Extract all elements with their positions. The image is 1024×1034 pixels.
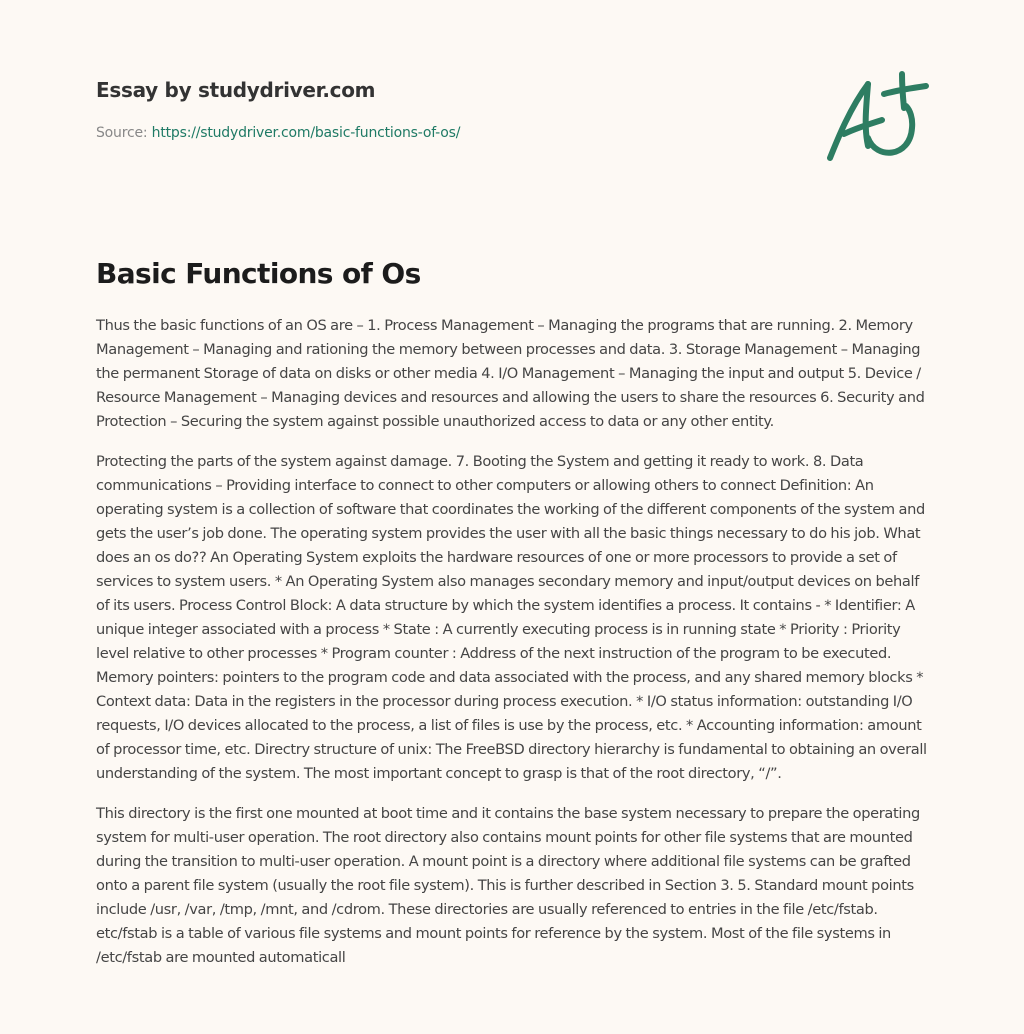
source-label: Source: <box>96 125 148 141</box>
document-header <box>96 76 796 143</box>
site-title: Essay by studydriver.com <box>96 78 376 102</box>
paragraph: Protecting the parts of the system against damage. 7. Booting the System and getting it ready to work. 8. Data communications – Providing interface to connect to other computers or allowing others to connect Definition: An operating system is a collection of software that coordinates the working of the different components of the system and gets the user’s job done. The operating system provides the user with all the basic things necessary to do his job. What does an os do?? An Operating System exploits the hardware resources of one or more processors to provide a set of services to system users. * An Operating System also manages secondary memory and input/output devices on behalf of its users. Process Control Block: A data structure by which the system identifies a process. It contains - * Identifier: A unique integer associated with a process * State : A currently executing process is in running state * Priority : Priority level relative to other processes * Program counter : Address of the next instruction of the program to be executed. Memory pointers: pointers to the program code and data associated with the process, and any shared memory blocks * Context data: Data in the registers in the processor during process execution. * I/O status information: outstanding I/O requests, I/O devices allocated to the process, a list of files is use by the process, etc. * Accounting information: amount of processor time, etc. Directry structure of unix: The FreeBSD directory hierarchy is fundamental to obtaining an overall understanding of the system. The most important concept to grasp is that of the root directory, “/”. <box>96 453 927 782</box>
paragraph: Thus the basic functions of an OS are – 1. Process Management – Managing the programs that are running. 2. Memory Management – Managing and rationing the memory between processes and data. 3. Storage Management – Managing the permanent Storage of data on disks or other media 4. I/O Management – Managing the input and output 5. Device / Resource Management – Managing devices and resources and allowing the users to share the resources 6. Security and Protection – Securing the system against possible unauthorized access to data or any other entity. <box>96 317 925 430</box>
paragraph: This directory is the first one mounted at boot time and it contains the base system necessary to prepare the operating system for multi-user operation. The root directory also contains mount points for other file systems that are mounted during the transition to multi-user operation. A mount point is a directory where additional file systems can be grafted onto a parent file system (usually the root file system). This is further described in Section 3. 5. Standard mount points include /usr, /var, /tmp, /mnt, and /cdrom. These directories are usually referenced to entries in the file /etc/fstab. etc/fstab is a table of various file systems and mount points for reference by the system. Most of the file systems in /etc/fstab are mounted automaticall <box>96 805 920 966</box>
source-link[interactable]: https://studydriver.com/basic-functions-of-os/ <box>151 125 461 141</box>
a-plus-grade-icon <box>820 68 930 168</box>
source-line <box>96 123 796 143</box>
essay-title: Basic Functions of Os <box>96 257 421 290</box>
essay-body <box>96 314 932 986</box>
